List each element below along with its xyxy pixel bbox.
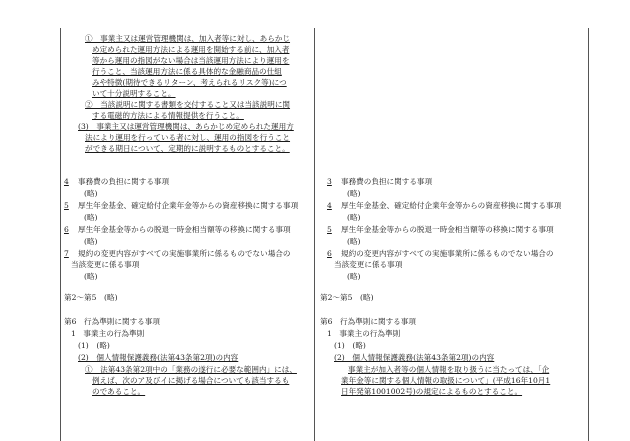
left-s5-heading: 厚生年金基金、確定給付企業年金等からの資産移換に関する事項 bbox=[78, 201, 299, 210]
right-s5-omitted: (略) bbox=[347, 237, 361, 246]
left-s6-heading: 厚生年金基金等からの脱退一時金相当額等の移換に関する事項 bbox=[78, 225, 291, 234]
left-s7-omitted: (略) bbox=[84, 272, 98, 281]
column-divider-left bbox=[60, 28, 61, 441]
left-s7-number: 7 bbox=[64, 249, 69, 258]
right-s3-heading: 事務費の負担に関する事項 bbox=[341, 177, 433, 186]
left-s7-heading-line1: 規約の変更内容がすべての実施事業所に係るものでない場合の bbox=[78, 249, 291, 258]
right-part6-item2-para-line3: 日年発第1001002号)の規定によるものとすること。 bbox=[341, 387, 523, 396]
left-part6-item2-para-line2: 例えば、次のア及びイに掲げる場合についても該当するも bbox=[92, 376, 290, 385]
left-item3-line1: (3) 事業主又は運営管理機関は、あらかじめ定められた運用方 bbox=[78, 122, 294, 131]
left-s5-omitted: (略) bbox=[84, 213, 98, 222]
left-part6-sub1-item2: (2) 個人情報保護義務(法第43条第2項)の内容 bbox=[78, 353, 239, 362]
left-part6-item2-para-line3: のであること。 bbox=[92, 387, 146, 396]
right-part6-sub1-item2: (2) 個人情報保護義務(法第43条第2項)の内容 bbox=[334, 353, 495, 362]
right-s6-heading-line2: 当該変更に係る事項 bbox=[334, 260, 403, 269]
left-s4-number: 4 bbox=[64, 177, 69, 186]
left-item1-line5: みや特徴(期待できるリターン、考えられるリスク等)につ bbox=[92, 78, 287, 87]
right-part2-5: 第2～第5 (略) bbox=[320, 293, 374, 302]
left-item3-line3: ができる期日について、定期的に説明するものとすること。 bbox=[85, 144, 290, 153]
left-item1-line4: 行うこと、当該運用方法に係る具体的な金融商品の仕組 bbox=[92, 67, 282, 76]
left-item1-line1: ① 事業主又は運営管理機関は、加入者等に対し、あらかじ bbox=[85, 34, 291, 43]
right-part6-sub1: 1 事業主の行為準則 bbox=[327, 329, 401, 338]
right-s6-number: 6 bbox=[327, 249, 332, 258]
left-item1-line3: 等から運用の指図がない場合は当該運用方法により運用を bbox=[92, 56, 290, 65]
right-part6-sub1-item1: (1) (略) bbox=[334, 341, 366, 350]
left-item1-line6: いて十分説明すること。 bbox=[92, 89, 176, 98]
left-item3-line2: 法により運用を行っている者に対し、運用の指図を行うこと bbox=[85, 133, 291, 142]
left-item2-line2: する電磁的方法による情報提供を行うこと。 bbox=[92, 111, 244, 120]
right-s4-heading: 厚生年金基金、確定給付企業年金等からの資産移換に関する事項 bbox=[341, 201, 562, 210]
left-part6-heading: 第6 行為準則に関する事項 bbox=[64, 317, 160, 326]
left-item2-line1: ② 当該説明に関する書類を交付すること又は当該説明に関 bbox=[85, 100, 291, 109]
left-s4-omitted: (略) bbox=[84, 189, 98, 198]
right-part6-item2-para-line1: 事業主が加入者等の個人情報を取り扱うに当たっては、「企 bbox=[348, 365, 550, 374]
column-divider-middle bbox=[314, 28, 315, 441]
column-divider-right bbox=[588, 28, 589, 441]
right-s5-number: 5 bbox=[327, 225, 332, 234]
right-s6-heading-line1: 規約の変更内容がすべての実施事業所に係るものでない場合の bbox=[341, 249, 554, 258]
left-s6-number: 6 bbox=[64, 225, 69, 234]
right-s3-number: 3 bbox=[327, 177, 332, 186]
right-part6-heading: 第6 行為準則に関する事項 bbox=[320, 317, 416, 326]
right-s4-omitted: (略) bbox=[347, 213, 361, 222]
left-part6-sub1: 1 事業主の行為準則 bbox=[71, 329, 145, 338]
right-s3-omitted: (略) bbox=[347, 189, 361, 198]
left-s7-heading-line2: 当該変更に係る事項 bbox=[71, 260, 140, 269]
right-s6-omitted: (略) bbox=[347, 272, 361, 281]
left-part2-5: 第2～第5 (略) bbox=[64, 293, 118, 302]
right-s4-number: 4 bbox=[327, 201, 332, 210]
right-s5-heading: 厚生年金基金等からの脱退一時金相当額等の移換に関する事項 bbox=[341, 225, 554, 234]
left-s5-number: 5 bbox=[64, 201, 69, 210]
left-part6-item2-para-line1: ① 法第43条第2項中の「業務の遂行に必要な範囲内」には、 bbox=[85, 365, 297, 374]
left-part6-sub1-item1: (1) (略) bbox=[78, 341, 110, 350]
left-item1-line2: め定められた運用方法による運用を開始する前に、加入者 bbox=[92, 45, 290, 54]
left-s6-omitted: (略) bbox=[84, 237, 98, 246]
right-part6-item2-para-line2: 業年金等に関する個人情報の取扱について」(平成16年10月1 bbox=[341, 376, 551, 385]
left-s4-heading: 事務費の負担に関する事項 bbox=[78, 177, 170, 186]
